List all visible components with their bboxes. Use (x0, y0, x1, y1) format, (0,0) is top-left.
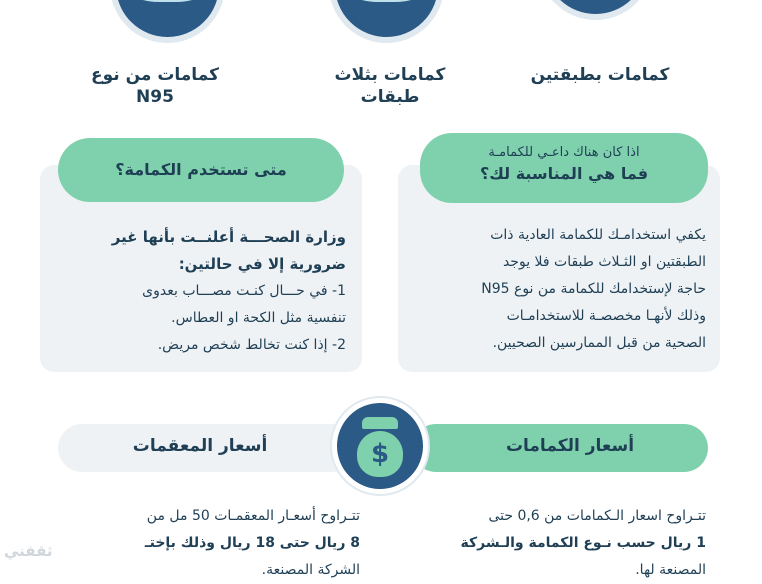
mask-two-layer-icon (538, 0, 653, 20)
left-panel-header: متى تستخدم الكمامة؟ (58, 138, 344, 202)
dollar-sign: $ (370, 439, 390, 469)
right-panel-header (420, 133, 708, 203)
right-panel-body: يكفي استخدامـك للكمامة العادية ذات الطبقتين او الثـلاث طبقات فلا يوجد حاجة لإستخدامك للكمامة من نوع N95 وذلك لأنهـا مخصصـة للاستخدامـات الصحية من قبل الممارسين الصحيين. (481, 227, 706, 351)
right-panel-header-line1: اذا كان هناك داعـي للكمامـة (488, 145, 640, 160)
money-bag-icon (332, 398, 428, 494)
masks-price-text: تتـراوح اسعار الـكمامات من 0,6 حتى 1 ريال حسب نـوع الكمامة والـشركة المصنعة لها. (460, 508, 706, 578)
watermark-logo: ثقفني (4, 542, 53, 560)
mask-three-layer-icon (329, 0, 444, 43)
mask-label-n95: كمامات من نوع N95 (91, 65, 219, 107)
mask-label-two-layer: كمامات بطبقتين (530, 65, 670, 85)
mask-label-three-layer: كمامات بثلاث طبقات (334, 65, 446, 107)
mask-n95-icon (110, 0, 225, 43)
left-panel-body: وزارة الصحـــة أعلنــت بأنها غير ضرورية إلا في حالتين: 1- في حـــال كنـت مصـــاب بعدوى تنفسية مثل الكحة او العطاس. 2- إذا كنت تخالط شخص مريض. (111, 228, 346, 353)
sanitizers-price-text: تتـراوح أسعـار المعقمـات 50 مل من 8 ريال حتى 18 ريال وذلك بإختـ الشركة المصنعة. (144, 508, 360, 578)
sanitizers-title: أسعار المعقمات (132, 436, 268, 456)
right-panel-header-line2: فما هي المناسبة لك؟ (479, 164, 649, 183)
masks-title: أسعار الكمامات (505, 436, 635, 456)
